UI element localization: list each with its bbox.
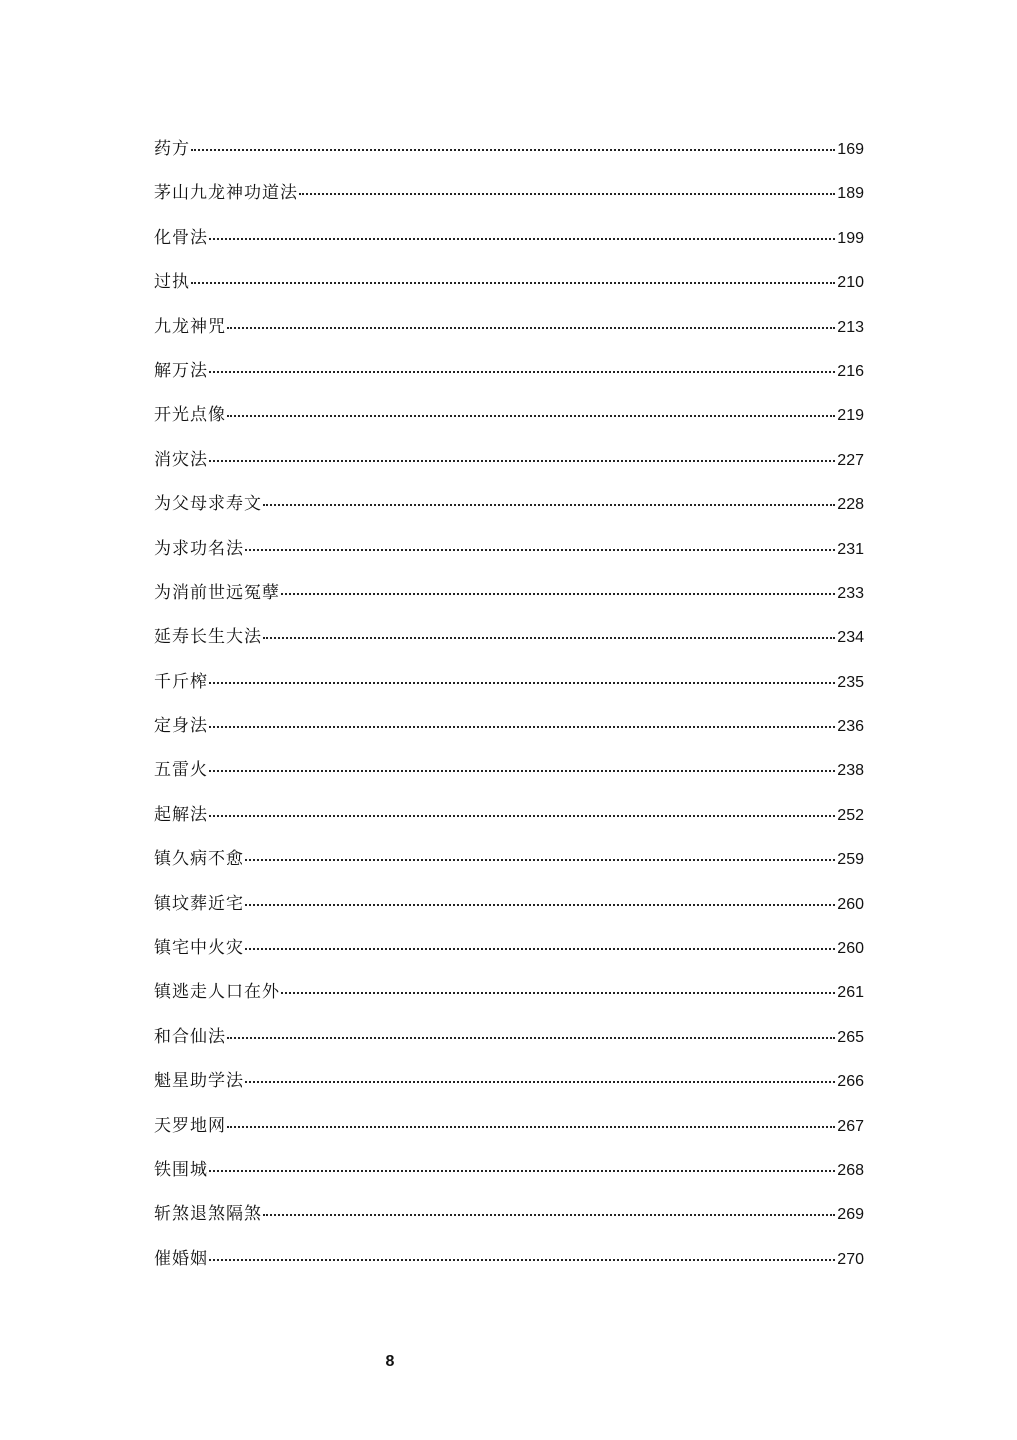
toc-entry-page: 269 <box>837 1206 864 1224</box>
dot-leader <box>263 504 835 506</box>
toc-entry-page: 236 <box>837 718 864 736</box>
toc-entry-title: 为消前世远冤孽 <box>154 582 280 603</box>
toc-entry[interactable] <box>154 965 864 1009</box>
toc-entry-page: 213 <box>837 318 864 336</box>
toc-entry[interactable] <box>154 1010 864 1054</box>
toc-entry[interactable] <box>154 211 864 255</box>
toc-entry[interactable] <box>154 699 864 743</box>
dot-leader <box>227 1126 835 1128</box>
dot-leader <box>209 460 835 462</box>
toc-entry-page: 219 <box>837 407 864 425</box>
toc-entry-page: 235 <box>837 673 864 691</box>
toc-entry-title: 延寿长生大法 <box>154 627 262 648</box>
dot-leader <box>209 1259 835 1261</box>
toc-entry-page: 216 <box>837 362 864 380</box>
toc-entry-title: 千斤榨 <box>154 671 208 692</box>
toc-entry[interactable] <box>154 921 864 965</box>
toc-entry-title: 镇久病不愈 <box>154 849 244 870</box>
toc-entry-title: 为求功名法 <box>154 538 244 559</box>
toc-entry-page: 265 <box>837 1028 864 1046</box>
toc-entry[interactable] <box>154 655 864 699</box>
dot-leader <box>299 193 835 195</box>
toc-entry[interactable] <box>154 788 864 832</box>
toc-entry[interactable] <box>154 477 864 521</box>
toc-entry[interactable] <box>154 1187 864 1231</box>
toc-entry-title: 解万法 <box>154 360 208 381</box>
toc-entry-page: 266 <box>837 1073 864 1091</box>
toc-entry-title: 为父母求寿文 <box>154 494 262 515</box>
toc-entry-title: 定身法 <box>154 716 208 737</box>
dot-leader <box>281 992 835 994</box>
toc-entry-title: 茅山九龙神功道法 <box>154 183 298 204</box>
toc-entry[interactable] <box>154 122 864 166</box>
toc-entry-title: 镇宅中火灾 <box>154 938 244 959</box>
toc-entry-title: 魁星助学法 <box>154 1071 244 1092</box>
dot-leader <box>227 327 835 329</box>
toc-entry-title: 镇坟葬近宅 <box>154 893 244 914</box>
toc-entry-title: 五雷火 <box>154 760 208 781</box>
toc-entry[interactable] <box>154 255 864 299</box>
toc-entry-title: 斩煞退煞隔煞 <box>154 1204 262 1225</box>
toc-entry-page: 234 <box>837 629 864 647</box>
toc-entry-title: 九龙神咒 <box>154 316 226 337</box>
toc-entry-page: 231 <box>837 540 864 558</box>
table-of-contents <box>154 122 864 1276</box>
toc-entry[interactable] <box>154 1232 864 1276</box>
toc-entry-title: 过执 <box>154 272 190 293</box>
toc-entry[interactable] <box>154 166 864 210</box>
toc-entry-page: 233 <box>837 584 864 602</box>
toc-entry-title: 铁围城 <box>154 1159 208 1180</box>
toc-entry-page: 261 <box>837 984 864 1002</box>
dot-leader <box>245 904 835 906</box>
dot-leader <box>245 549 835 551</box>
dot-leader <box>263 1214 835 1216</box>
toc-entry[interactable] <box>154 1099 864 1143</box>
dot-leader <box>281 593 835 595</box>
toc-entry[interactable] <box>154 1054 864 1098</box>
toc-entry-title: 消灾法 <box>154 449 208 470</box>
dot-leader <box>209 770 835 772</box>
toc-entry-title: 天罗地网 <box>154 1115 226 1136</box>
dot-leader <box>209 371 835 373</box>
dot-leader <box>227 1037 835 1039</box>
toc-entry-title: 起解法 <box>154 804 208 825</box>
toc-entry[interactable] <box>154 388 864 432</box>
toc-entry-title: 药方 <box>154 139 190 159</box>
toc-entry-page: 270 <box>837 1250 864 1268</box>
toc-entry-page: 238 <box>837 762 864 780</box>
toc-entry-page: 260 <box>837 940 864 958</box>
dot-leader <box>209 682 835 684</box>
toc-entry[interactable] <box>154 344 864 388</box>
dot-leader <box>191 149 835 151</box>
toc-entry-title: 开光点像 <box>154 405 226 426</box>
toc-entry-page: 268 <box>837 1161 864 1179</box>
toc-entry-page: 199 <box>837 229 864 247</box>
toc-entry-title: 化骨法 <box>154 227 208 248</box>
toc-entry-title: 催婚姻 <box>154 1248 208 1269</box>
toc-entry[interactable] <box>154 522 864 566</box>
dot-leader <box>209 238 835 240</box>
dot-leader <box>209 815 835 817</box>
toc-entry-page: 260 <box>837 895 864 913</box>
dot-leader <box>209 726 835 728</box>
toc-entry-page: 252 <box>837 806 864 824</box>
dot-leader <box>245 948 835 950</box>
toc-entry[interactable] <box>154 610 864 654</box>
page-number: 8 <box>385 1353 395 1370</box>
toc-entry-page: 210 <box>837 274 864 292</box>
dot-leader <box>227 415 835 417</box>
toc-entry-page: 259 <box>837 851 864 869</box>
toc-entry[interactable] <box>154 566 864 610</box>
toc-entry-page: 267 <box>837 1117 864 1135</box>
toc-entry[interactable] <box>154 300 864 344</box>
toc-entry-page: 228 <box>837 496 864 514</box>
dot-leader <box>245 1081 835 1083</box>
dot-leader <box>191 282 835 284</box>
toc-entry-title: 和合仙法 <box>154 1026 226 1047</box>
dot-leader <box>209 1170 835 1172</box>
dot-leader <box>263 637 835 639</box>
dot-leader <box>245 859 835 861</box>
toc-entry[interactable] <box>154 832 864 876</box>
toc-entry-title: 镇逃走人口在外 <box>154 982 280 1003</box>
toc-entry-page: 189 <box>837 185 864 203</box>
toc-entry[interactable] <box>154 433 864 477</box>
toc-entry-page: 227 <box>837 451 864 469</box>
toc-entry[interactable] <box>154 877 864 921</box>
toc-entry-page: 169 <box>837 141 864 158</box>
toc-entry[interactable] <box>154 743 864 787</box>
toc-entry[interactable] <box>154 1143 864 1187</box>
